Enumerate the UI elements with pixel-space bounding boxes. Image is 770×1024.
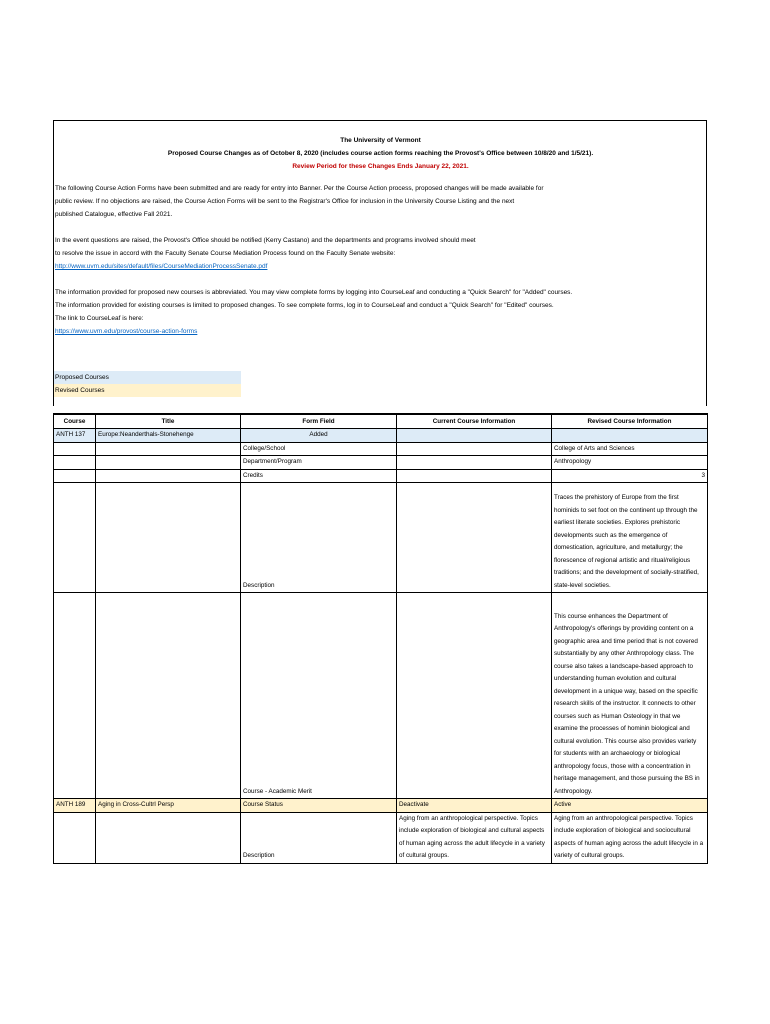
info-line-3: The link to CourseLeaf is here: <box>55 315 144 322</box>
col-form-field: Form Field <box>241 414 397 429</box>
field-cell: Department/Program <box>241 456 397 470</box>
col-revised-info: Revised Course Information <box>552 414 708 429</box>
current-cell: Aging from an anthropological perspective. Topics include exploration of biological and cultural aspects of human aging across the adult lifecycle in a variety of cultural groups. <box>397 812 552 863</box>
revised-cell: 3 <box>552 469 708 483</box>
field-cell: College/School <box>241 442 397 456</box>
field-cell: Description <box>241 483 397 593</box>
table-header-row <box>54 414 708 429</box>
col-title: Title <box>96 414 241 429</box>
table-row <box>54 593 708 799</box>
questions-line-1: In the event questions are raised, the Provost's Office should be notified (Kerry Castano) and the departments and programs involved should meet <box>55 237 476 244</box>
table-row <box>54 812 708 863</box>
revised-cell: This course enhances the Department of Anthropology's offerings by providing content on a geographic area and time period that is not covered substantially by any other Anthropology class. The course also takes a landscape-based approach to understanding human evolution and cultural development in a unique way, based on the specific research skills of the instructor. It connects to other courses such as Human Osteology in that we examine the processes of hominin biological and cultural evolution. This course also provides variety for students with an archaeology or biological anthropology focus, those with a concentration in heritage management, and those pursuing the BS in Anthropology. <box>552 593 708 799</box>
field-cell: Description <box>241 812 397 863</box>
legend-proposed: Proposed Courses <box>54 371 241 384</box>
table-row <box>54 442 708 456</box>
field-cell: Credits <box>241 469 397 483</box>
field-cell: Course - Academic Merit <box>241 593 397 799</box>
document-subtitle: Proposed Course Changes as of October 8, 2020 (includes course action forms reaching the Provost's Office between 10/8/20 and 1/5/21). <box>167 150 594 157</box>
table-row <box>54 799 708 813</box>
field-cell: Course Status <box>241 799 397 813</box>
current-cell: Deactivate <box>397 799 552 813</box>
info-line-2: The information provided for existing courses is limited to proposed changes. To see complete forms, log in to CourseLeaf and conduct a "Quick Search" for "Edited" courses. <box>55 302 554 309</box>
header-block <box>53 120 707 406</box>
institution-title: The University of Vermont <box>340 137 421 144</box>
col-current-info: Current Course Information <box>397 414 552 429</box>
revised-cell: College of Arts and Sciences <box>552 442 708 456</box>
revised-cell: Aging from an anthropological perspective. Topics include exploration of biological and sociocultural aspects of human aging across the adult lifecycle in a variety of cultural groups. <box>552 812 708 863</box>
title-cell: Aging in Cross-Cultrl Persp <box>96 799 241 813</box>
review-period: Review Period for these Changes Ends January 22, 2021. <box>292 163 469 170</box>
revised-cell <box>552 429 708 443</box>
document-sheet <box>53 120 707 406</box>
field-cell: Added <box>241 429 397 443</box>
course-changes-table <box>53 413 708 864</box>
questions-line-2: to resolve the issue in accord with the Faculty Senate Course Mediation Process found on the Faculty Senate website: <box>55 250 396 257</box>
legend-revised: Revised Courses <box>54 384 241 397</box>
table-row <box>54 483 708 593</box>
intro-line-1: The following Course Action Forms have been submitted and are ready for entry into Banner. Per the Course Action process, proposed changes will be made available for <box>55 185 544 192</box>
mediation-process-link[interactable]: http://www.uvm.edu/sites/default/files/CourseMediationProcessSenate.pdf <box>55 263 268 270</box>
course-cell: ANTH 137 <box>54 429 96 443</box>
revised-cell: Active <box>552 799 708 813</box>
revised-cell: Traces the prehistory of Europe from the first hominids to set foot on the continent up through the earliest literate societies. Explores prehistoric developments such as the emergence of domestication, agriculture, and metallurgy; the florescence of regional artistic and ritual/religious traditions; and the development of socially-stratified, state-level societies. <box>552 483 708 593</box>
course-action-forms-link[interactable]: https://www.uvm.edu/provost/course-action-forms <box>55 328 198 335</box>
intro-line-2: public review. If no objections are raised, the Course Action Forms will be sent to the Registrar's Office for inclusion in the University Course Listing and the next <box>55 198 515 205</box>
revised-cell: Anthropology <box>552 456 708 470</box>
table-row <box>54 456 708 470</box>
table-row <box>54 469 708 483</box>
info-line-1: The information provided for proposed new courses is abbreviated. You may view complete forms by logging into CourseLeaf and conducting a "Quick Search" for "Added" courses. <box>55 289 573 296</box>
table-row <box>54 429 708 443</box>
col-course: Course <box>54 414 96 429</box>
intro-line-3: published Catalogue, effective Fall 2021. <box>55 211 173 218</box>
current-cell <box>397 429 552 443</box>
title-cell: Europe:Neanderthals-Stonehenge <box>96 429 241 443</box>
course-cell: ANTH 189 <box>54 799 96 813</box>
